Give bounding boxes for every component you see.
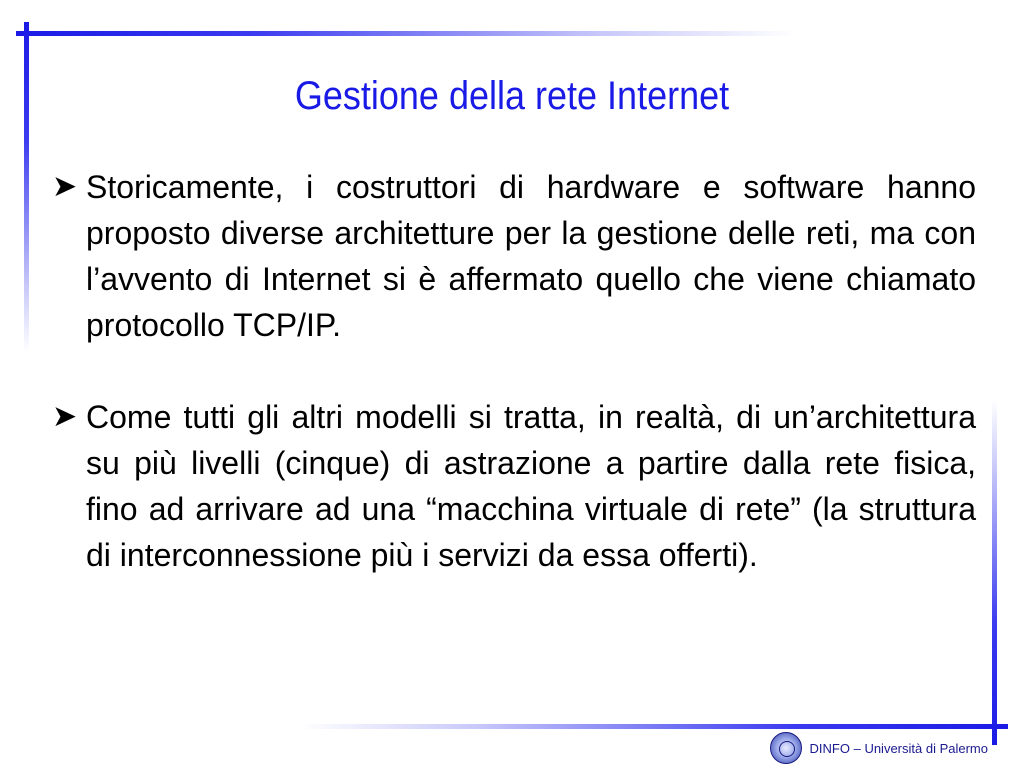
footer-text: DINFO – Università di Palermo bbox=[809, 740, 988, 756]
arrowhead-bullet-icon: ➤ bbox=[52, 169, 78, 204]
frame-line-right bbox=[992, 400, 997, 745]
bullet-text: Come tutti gli altri modelli si tratta, in realtà, di un’architettura su più livelli (cinque) di astrazione a partire dalla rete fisica, fino ad arrivare ad una “macchina virtuale di rete” (la struttura di interconnessione più i servizi da essa offerti). bbox=[86, 399, 976, 573]
frame-line-bottom bbox=[300, 724, 1008, 729]
bullet-text: Storicamente, i costruttori di hardware e software hanno proposto diverse architetture per la gestione delle reti, ma con l’avvento di Internet si è affermato quello che viene chiamato protocollo TCP/IP. bbox=[86, 169, 976, 343]
frame-line-top bbox=[16, 31, 796, 36]
arrowhead-bullet-icon: ➤ bbox=[52, 399, 78, 434]
slide-title: Gestione della rete Internet bbox=[294, 74, 730, 118]
bullet-item bbox=[52, 164, 976, 348]
frame-line-left bbox=[24, 22, 29, 352]
slide-footer bbox=[770, 732, 988, 764]
bullet-item bbox=[52, 394, 976, 578]
bullet-list bbox=[52, 164, 976, 624]
university-seal-icon bbox=[770, 732, 802, 764]
